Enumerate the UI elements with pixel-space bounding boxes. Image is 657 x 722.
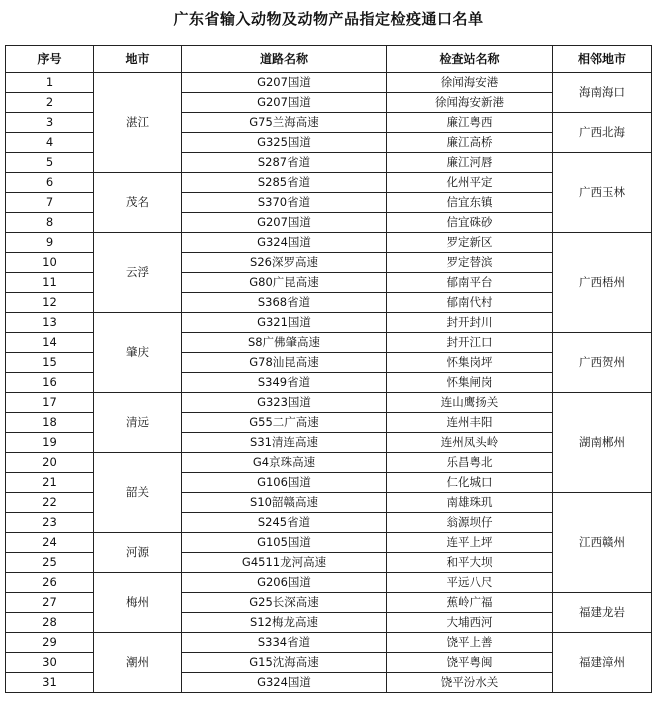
cell-neighbor: 广西玉林 <box>553 153 652 233</box>
cell-station: 翁源坝仔 <box>387 513 553 533</box>
cell-station: 饶平汾水关 <box>387 673 553 693</box>
cell-station: 信宜硃砂 <box>387 213 553 233</box>
cell-city: 云浮 <box>94 233 182 313</box>
cell-station: 平远八尺 <box>387 573 553 593</box>
cell-station: 化州平定 <box>387 173 553 193</box>
cell-neighbor: 广西北海 <box>553 113 652 153</box>
cell-station: 饶平粤闽 <box>387 653 553 673</box>
table-row <box>6 393 652 413</box>
cell-road: S8广佛肇高速 <box>182 333 387 353</box>
cell-serial: 14 <box>6 333 94 353</box>
header-serial: 序号 <box>6 46 94 73</box>
cell-serial: 7 <box>6 193 94 213</box>
cell-serial: 28 <box>6 613 94 633</box>
cell-road: S349省道 <box>182 373 387 393</box>
cell-serial: 16 <box>6 373 94 393</box>
cell-road: S31清连高速 <box>182 433 387 453</box>
cell-station: 蕉岭广福 <box>387 593 553 613</box>
cell-road: G324国道 <box>182 673 387 693</box>
cell-road: G321国道 <box>182 313 387 333</box>
cell-serial: 26 <box>6 573 94 593</box>
table-body <box>6 73 652 693</box>
cell-station: 廉江河唇 <box>387 153 553 173</box>
cell-city: 肇庆 <box>94 313 182 393</box>
cell-road: G4京珠高速 <box>182 453 387 473</box>
cell-neighbor: 海南海口 <box>553 73 652 113</box>
cell-station: 南雄珠玑 <box>387 493 553 513</box>
cell-road: G207国道 <box>182 93 387 113</box>
cell-road: G207国道 <box>182 213 387 233</box>
header-city: 地市 <box>94 46 182 73</box>
cell-road: G206国道 <box>182 573 387 593</box>
cell-station: 仁化城口 <box>387 473 553 493</box>
cell-station: 信宜东镇 <box>387 193 553 213</box>
cell-road: S370省道 <box>182 193 387 213</box>
cell-serial: 19 <box>6 433 94 453</box>
cell-road: G325国道 <box>182 133 387 153</box>
cell-station: 封开封川 <box>387 313 553 333</box>
cell-serial: 27 <box>6 593 94 613</box>
cell-serial: 29 <box>6 633 94 653</box>
cell-station: 徐闻海安港 <box>387 73 553 93</box>
cell-station: 郁南平台 <box>387 273 553 293</box>
cell-station: 乐昌粤北 <box>387 453 553 473</box>
cell-neighbor: 福建漳州 <box>553 633 652 693</box>
table-row <box>6 73 652 93</box>
cell-serial: 11 <box>6 273 94 293</box>
cell-station: 连州丰阳 <box>387 413 553 433</box>
cell-serial: 2 <box>6 93 94 113</box>
header-station: 检查站名称 <box>387 46 553 73</box>
cell-station: 封开江口 <box>387 333 553 353</box>
cell-road: G25长深高速 <box>182 593 387 613</box>
cell-serial: 6 <box>6 173 94 193</box>
cell-serial: 12 <box>6 293 94 313</box>
cell-road: S26深罗高速 <box>182 253 387 273</box>
cell-road: S12梅龙高速 <box>182 613 387 633</box>
cell-serial: 22 <box>6 493 94 513</box>
cell-road: S245省道 <box>182 513 387 533</box>
cell-city: 湛江 <box>94 73 182 173</box>
cell-city: 潮州 <box>94 633 182 693</box>
cell-serial: 5 <box>6 153 94 173</box>
cell-neighbor: 湖南郴州 <box>553 393 652 493</box>
cell-road: S368省道 <box>182 293 387 313</box>
cell-road: G80广昆高速 <box>182 273 387 293</box>
cell-station: 饶平上善 <box>387 633 553 653</box>
cell-neighbor: 江西赣州 <box>553 493 652 593</box>
cell-road: G105国道 <box>182 533 387 553</box>
cell-station: 怀集岗坪 <box>387 353 553 373</box>
table-row <box>6 233 652 253</box>
cell-serial: 1 <box>6 73 94 93</box>
table-header-row <box>6 46 652 73</box>
cell-city: 茂名 <box>94 173 182 233</box>
cell-serial: 20 <box>6 453 94 473</box>
cell-serial: 13 <box>6 313 94 333</box>
cell-serial: 23 <box>6 513 94 533</box>
cell-neighbor: 广西梧州 <box>553 233 652 333</box>
cell-road: G78汕昆高速 <box>182 353 387 373</box>
cell-road: G207国道 <box>182 73 387 93</box>
cell-station: 廉江高桥 <box>387 133 553 153</box>
cell-road: S287省道 <box>182 153 387 173</box>
document-title: 广东省输入动物及动物产品指定检疫通口名单 <box>173 10 484 28</box>
cell-road: G4511龙河高速 <box>182 553 387 573</box>
cell-road: G324国道 <box>182 233 387 253</box>
cell-station: 大埔西河 <box>387 613 553 633</box>
cell-serial: 18 <box>6 413 94 433</box>
cell-road: G323国道 <box>182 393 387 413</box>
cell-city: 梅州 <box>94 573 182 633</box>
table-row <box>6 633 652 653</box>
cell-station: 罗定替滨 <box>387 253 553 273</box>
cell-serial: 3 <box>6 113 94 133</box>
cell-station: 怀集闸岗 <box>387 373 553 393</box>
header-road: 道路名称 <box>182 46 387 73</box>
cell-city: 韶关 <box>94 453 182 533</box>
cell-serial: 4 <box>6 133 94 153</box>
cell-serial: 9 <box>6 233 94 253</box>
cell-serial: 17 <box>6 393 94 413</box>
cell-serial: 30 <box>6 653 94 673</box>
cell-station: 罗定新区 <box>387 233 553 253</box>
cell-road: G75兰海高速 <box>182 113 387 133</box>
cell-city: 河源 <box>94 533 182 573</box>
cell-road: G55二广高速 <box>182 413 387 433</box>
cell-road: G106国道 <box>182 473 387 493</box>
checkpoint-table <box>5 45 652 693</box>
cell-neighbor: 广西贺州 <box>553 333 652 393</box>
cell-station: 连州凤头岭 <box>387 433 553 453</box>
cell-city: 清远 <box>94 393 182 453</box>
cell-serial: 21 <box>6 473 94 493</box>
cell-station: 徐闻海安新港 <box>387 93 553 113</box>
cell-serial: 10 <box>6 253 94 273</box>
cell-station: 连山鹰扬关 <box>387 393 553 413</box>
cell-station: 和平大坝 <box>387 553 553 573</box>
cell-serial: 31 <box>6 673 94 693</box>
cell-station: 廉江粤西 <box>387 113 553 133</box>
cell-serial: 8 <box>6 213 94 233</box>
cell-station: 郁南代村 <box>387 293 553 313</box>
cell-serial: 25 <box>6 553 94 573</box>
header-neighbor: 相邻地市 <box>553 46 652 73</box>
cell-serial: 15 <box>6 353 94 373</box>
cell-road: S285省道 <box>182 173 387 193</box>
cell-road: S10韶赣高速 <box>182 493 387 513</box>
cell-serial: 24 <box>6 533 94 553</box>
cell-road: G15沈海高速 <box>182 653 387 673</box>
cell-station: 连平上坪 <box>387 533 553 553</box>
cell-road: S334省道 <box>182 633 387 653</box>
cell-neighbor: 福建龙岩 <box>553 593 652 633</box>
